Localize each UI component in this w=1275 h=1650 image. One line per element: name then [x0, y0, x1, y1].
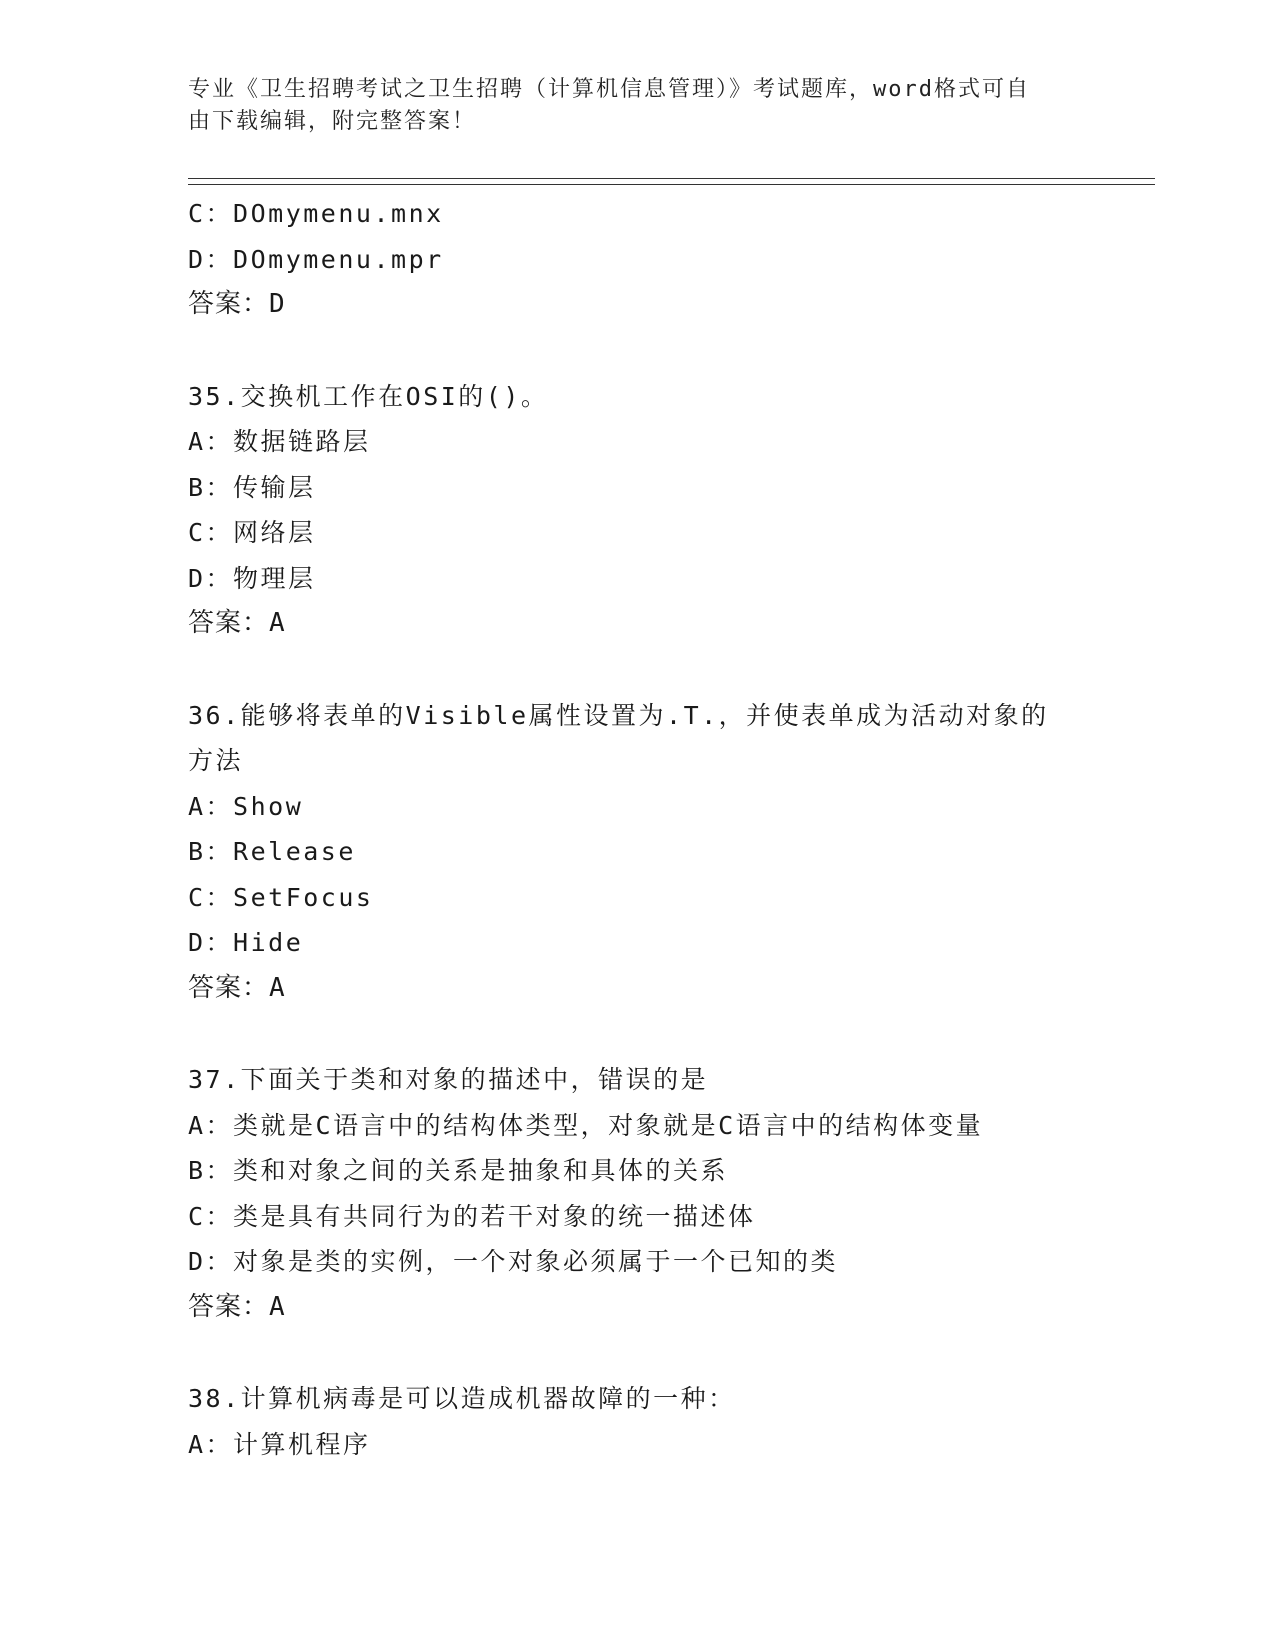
- question-34-tail: [188, 191, 1088, 328]
- option-b: B：类和对象之间的关系是抽象和具体的关系: [188, 1156, 729, 1185]
- option-d: D：DOmymenu.mpr: [188, 244, 444, 274]
- question-stem-line-2: 方法: [188, 746, 244, 775]
- question-stem: 37.下面关于类和对象的描述中，错误的是: [188, 1065, 709, 1094]
- answer-line: [188, 282, 1088, 328]
- question-list: [188, 191, 1088, 1467]
- option-d: D：物理层: [188, 563, 316, 593]
- answer-line: [188, 1285, 1088, 1331]
- question-35: [188, 374, 1088, 647]
- answer-value: D: [269, 289, 286, 319]
- option-b: B：传输层: [188, 472, 316, 502]
- question-stem: 35.交换机工作在OSI的()。: [188, 381, 549, 411]
- option-c: C：DOmymenu.mnx: [188, 199, 444, 228]
- header-line-1: 专业《卫生招聘考试之卫生招聘（计算机信息管理）》考试题库，word格式可自: [188, 77, 1030, 102]
- answer-value: A: [269, 1291, 286, 1322]
- question-37: [188, 1057, 1088, 1330]
- answer-label: 答案：: [188, 608, 270, 638]
- option-b: B：Release: [188, 837, 356, 866]
- spacer: [188, 647, 1088, 693]
- option-a: A：计算机程序: [188, 1429, 371, 1459]
- answer-value: A: [269, 972, 286, 1003]
- header-divider-bottom: [188, 184, 1155, 185]
- answer-label: 答案：: [188, 289, 270, 319]
- question-38: [188, 1376, 1088, 1467]
- answer-line: [188, 966, 1088, 1012]
- option-a: A：类就是C语言中的结构体类型，对象就是C语言中的结构体变量: [188, 1110, 984, 1140]
- question-stem: 38.计算机病毒是可以造成机器故障的一种：: [188, 1384, 736, 1413]
- header-divider-top: [188, 178, 1155, 179]
- option-c: C：SetFocus: [188, 882, 374, 912]
- spacer: [188, 1330, 1088, 1376]
- header-line-2: 由下载编辑，附完整答案！: [188, 109, 477, 134]
- answer-value: A: [269, 608, 286, 638]
- question-36: [188, 693, 1088, 1012]
- spacer: [188, 1011, 1088, 1057]
- answer-line: [188, 601, 1088, 647]
- answer-label: 答案：: [188, 1291, 270, 1322]
- spacer: [188, 328, 1088, 374]
- question-stem-line-1: 36.能够将表单的Visible属性设置为.T.，并使表单成为活动对象的: [188, 700, 1049, 730]
- option-c: C：类是具有共同行为的若干对象的统一描述体: [188, 1201, 756, 1231]
- option-d: D：对象是类的实例，一个对象必须属于一个已知的类: [188, 1247, 839, 1276]
- option-c: C：网络层: [188, 518, 316, 547]
- option-a: A：数据链路层: [188, 427, 371, 456]
- option-d: D：Hide: [188, 928, 304, 957]
- option-a: A：Show: [188, 791, 304, 821]
- document-header: [188, 74, 1068, 138]
- answer-label: 答案：: [188, 972, 270, 1003]
